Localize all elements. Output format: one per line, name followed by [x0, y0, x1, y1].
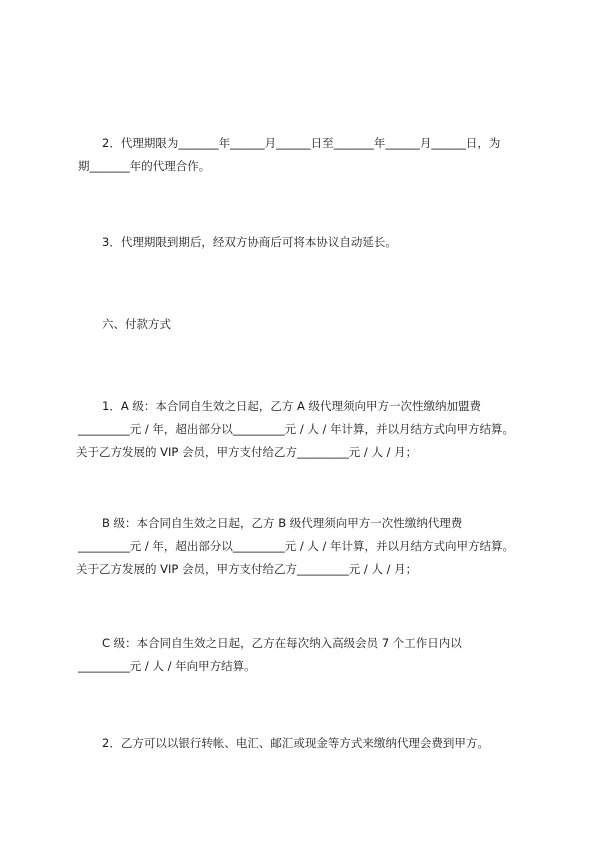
text-line: 期_______年的代理合作。: [78, 159, 211, 173]
text-line: _________元 / 年，超出部分以_________元 / 人 / 年计算，并以月结方式向甲方结算。: [78, 422, 515, 436]
text-line: 1．A 级：本合同自生效之日起，乙方 A 级代理须向甲方一次性缴纳加盟费: [102, 399, 482, 413]
text-line: 2．乙方可以以银行转帐、电汇、邮汇或现金等方式来缴纳代理会费到甲方。: [102, 736, 489, 750]
text-line: _________元 / 年，超出部分以_________元 / 人 / 年计算，并以月结方式向甲方结算。: [78, 539, 515, 553]
paragraph-level-c: [78, 632, 533, 678]
text-line: 2．代理期限为_______年______月______日至_______年______月______日，为: [102, 136, 501, 150]
paragraph-level-a: [78, 395, 533, 464]
paragraph-agency-extension: [78, 231, 533, 254]
text-line: B 级：本合同自生效之日起，乙方 B 级代理须向甲方一次性缴纳代理费: [102, 516, 463, 530]
section-heading-payment-method: [78, 313, 533, 336]
text-line: _________元 / 人 / 年向甲方结算。: [78, 659, 256, 673]
text-line: 关于乙方发展的 VIP 会员，甲方支付给乙方_________元 / 人 / 月；: [76, 562, 418, 576]
text-line: C 级：本合同自生效之日起，乙方在每次纳入高级会员 7 个工作日内以: [102, 636, 462, 650]
paragraph-agency-term: [78, 132, 533, 178]
paragraph-level-b: [78, 512, 533, 581]
section-heading-text: 六、付款方式: [102, 317, 171, 331]
text-line: 3．代理期限到期后，经双方协商后可将本协议自动延长。: [102, 235, 397, 249]
paragraph-payment-methods: [78, 732, 533, 755]
text-line: 关于乙方发展的 VIP 会员，甲方支付给乙方_________元 / 人 / 月；: [76, 445, 418, 459]
